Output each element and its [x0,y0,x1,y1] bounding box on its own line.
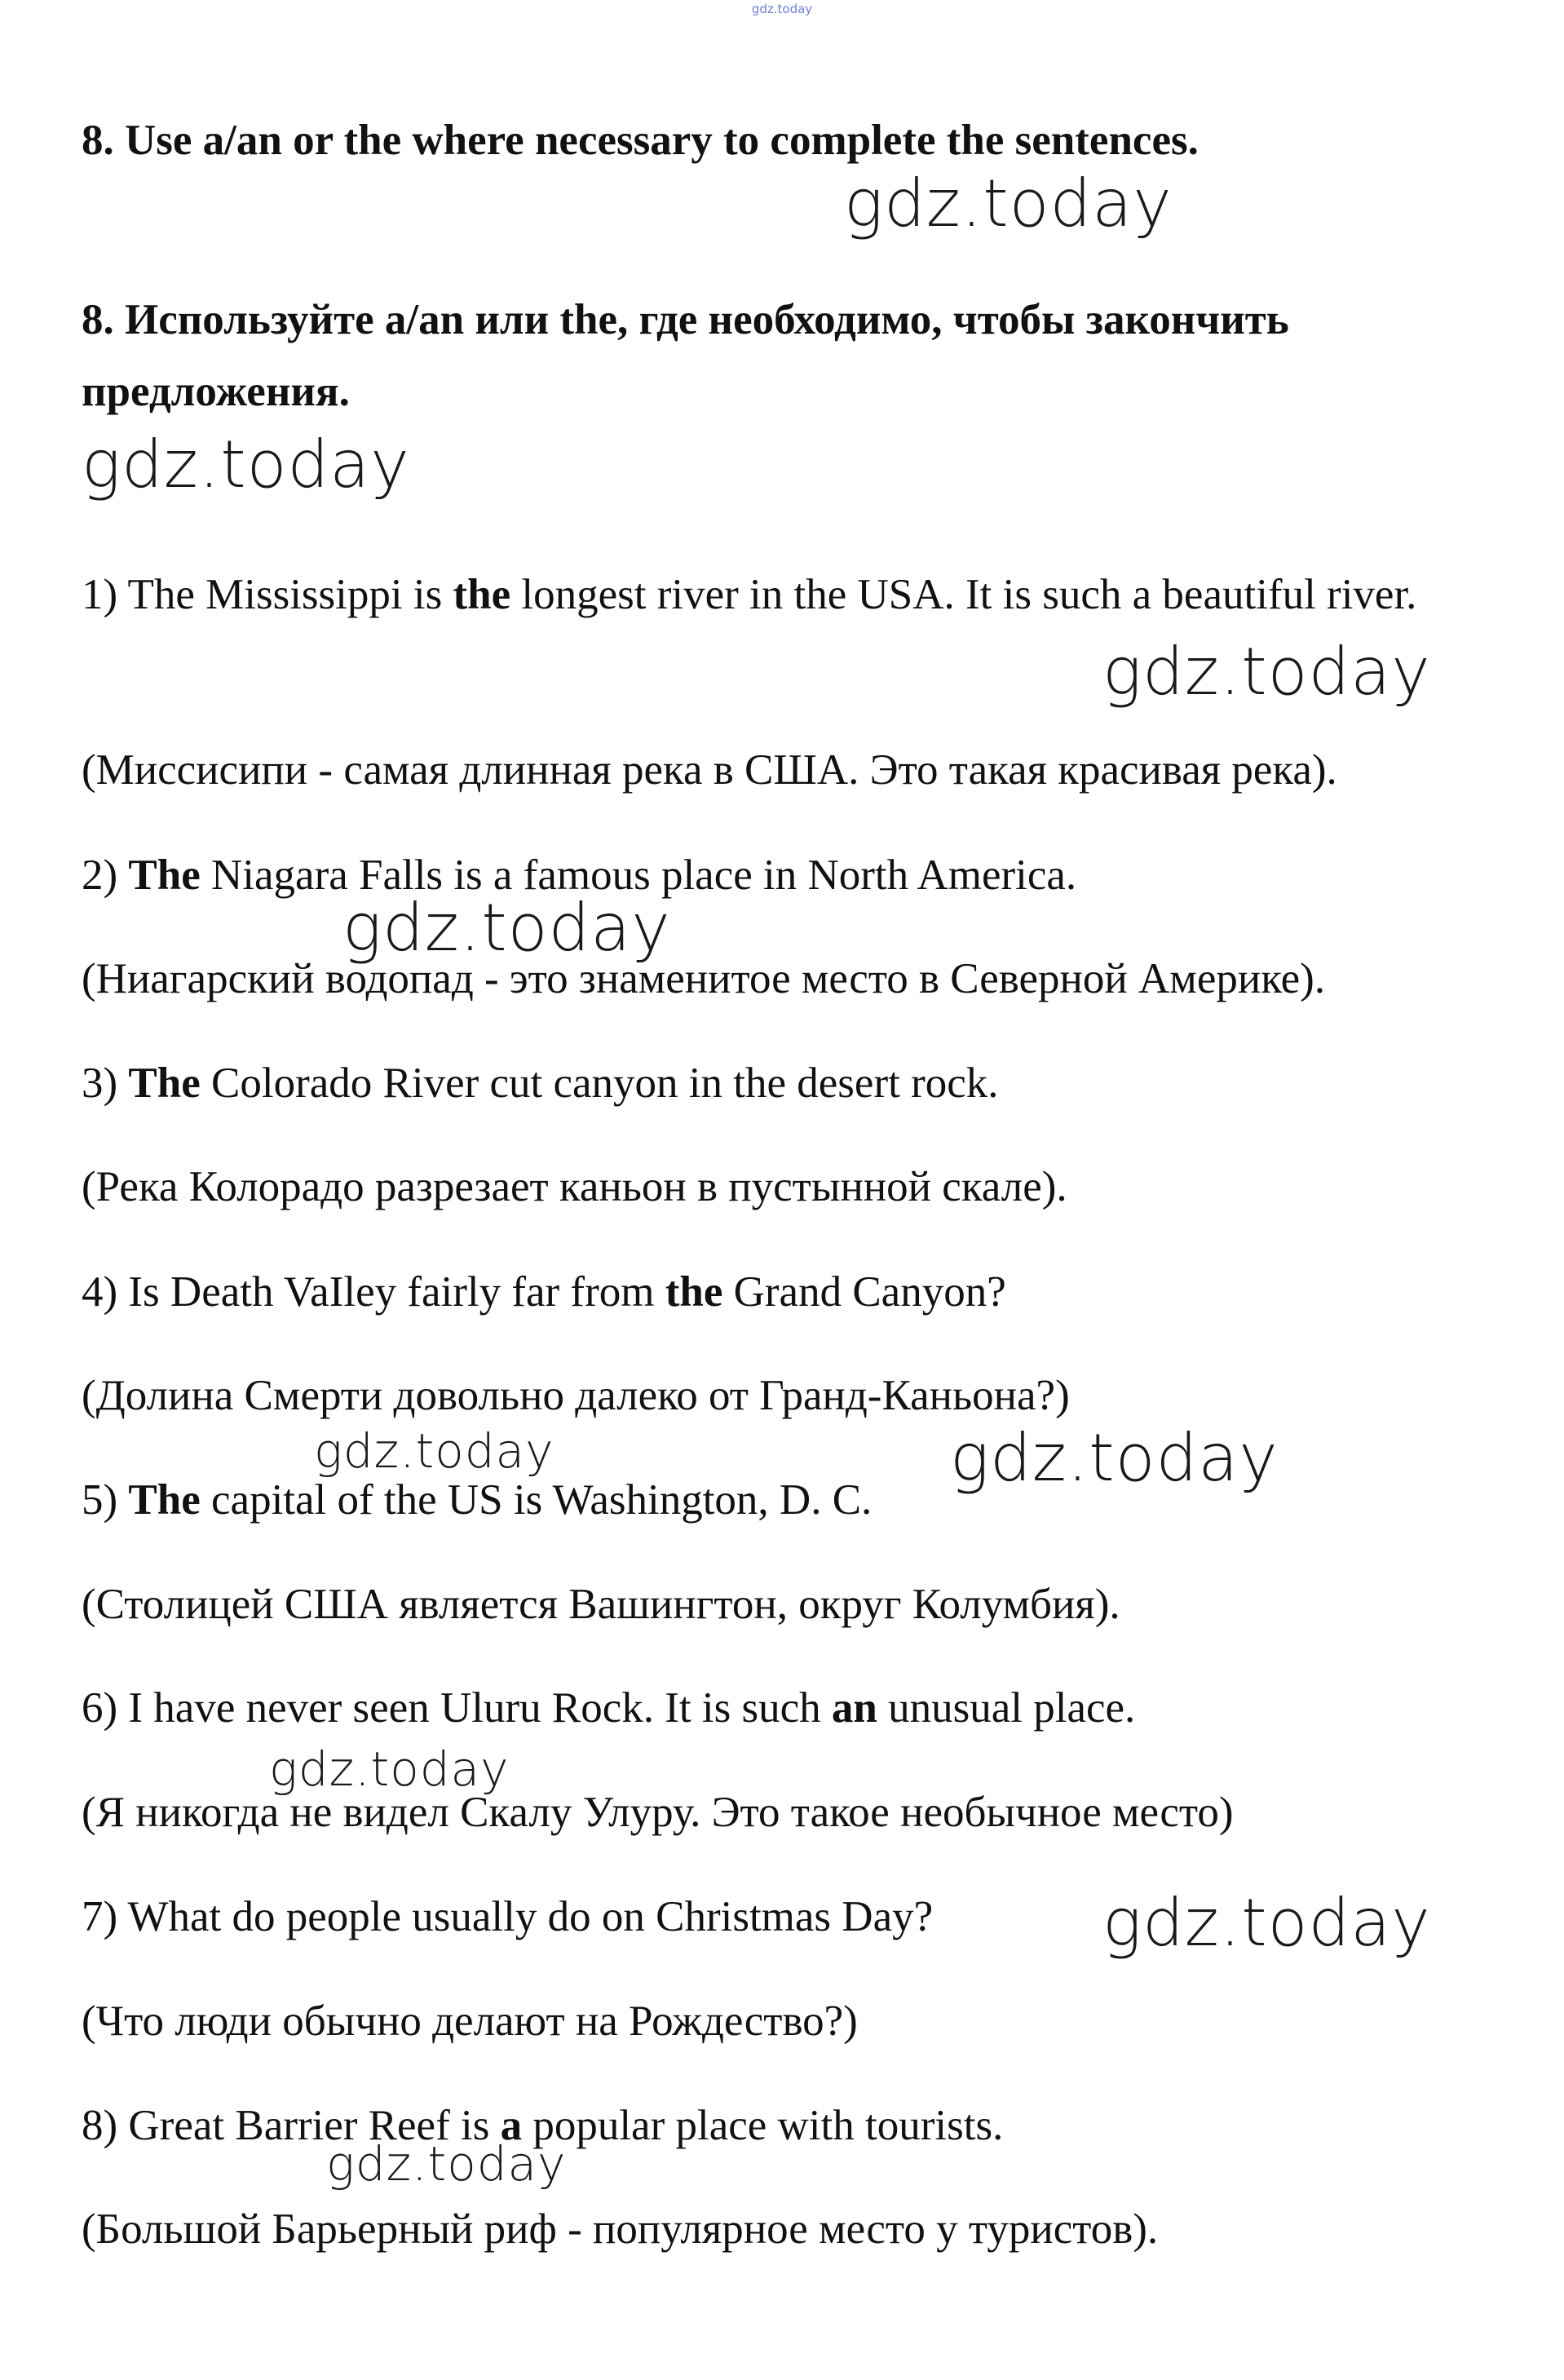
item-6-en [82,1672,1135,1744]
watermark: gdz.today [342,890,671,966]
watermark: gdz.today [950,1420,1279,1496]
item-4-answer: the [665,1268,723,1316]
item-1-answer: the [453,571,511,618]
item-5-ru: (Столицей США является Вашингтон, округ Колумбия). [82,1581,1120,1628]
item-6-en-pre: 6) I have never seen Uluru Rock. It is such [82,1684,832,1732]
item-5-en-post: capital of the US is Washington, D. C. [200,1476,873,1524]
item-2-answer: The [128,852,201,899]
item-1-en-pre: 1) The Mississippi is [82,571,453,618]
task-title-en: 8. Use a/an or the where necessary to complete the sentences. [82,117,1199,164]
item-3-en-pre: 3) [82,1059,129,1107]
item-3-en [82,1047,999,1119]
item-2-en-post: Niagara Falls is a famous place in North America. [200,852,1077,899]
item-7-en-pre: 7) What do people usually do on Christmas Day? [82,1893,934,1940]
item-1-ru: (Миссисипи - самая длинная река в США. Это такая красивая река). [82,746,1337,794]
watermark: gdz.today [844,166,1173,241]
item-1-en-post: longest river in the USA. It is such a beautiful river. [510,571,1417,618]
item-2-ru: (Ниагарский водопад - это знаменитое место в Северной Америке). [82,955,1326,1002]
item-6-en-post: unusual place. [877,1684,1136,1732]
item-4-en-post: Grand Canyon? [722,1268,1006,1316]
item-1-en [82,559,1484,630]
item-2-en-pre: 2) [82,852,129,899]
item-8-ru: (Большой Барьерный риф - популярное место у туристов). [82,2205,1159,2253]
item-8-en-pre: 8) Great Barrier Reef is [82,2102,501,2149]
item-7-en [82,1881,933,1953]
item-3-ru: (Река Колорадо разрезает каньон в пустынной скале). [82,1163,1067,1210]
watermark: gdz.today [326,2136,567,2192]
task-title-ru: 8. Используйте a/an или the, где необходимо, чтобы закончить предложения. [82,296,1289,415]
watermark: gdz.today [1102,634,1431,710]
item-5-en-pre: 5) [82,1476,129,1524]
watermark: gdz.today [314,1423,554,1479]
watermark: gdz.today [269,1741,510,1797]
item-6-ru: (Я никогда не видел Скалу Улуру. Это такое необычное место) [82,1789,1234,1836]
item-5-answer: The [128,1476,201,1524]
item-4-en-pre: 4) Is Death VaIley fairly far from [82,1268,665,1316]
item-4-ru: (Долина Смерти довольно далеко от Гранд-Каньона?) [82,1372,1070,1419]
watermark: gdz.today [82,427,410,502]
item-6-answer: an [831,1684,877,1732]
item-8-answer: a [500,2102,523,2149]
item-4-en [82,1256,1006,1328]
item-8-en-post: popular place with tourists. [522,2102,1004,2149]
watermark: gdz.today [1102,1885,1431,1961]
item-3-en-post: Colorado River cut canyon in the desert rock. [200,1059,999,1107]
item-3-answer: The [128,1059,201,1107]
item-7-ru: (Что люди обычно делают на Рождество?) [82,1997,858,2045]
site-mark: gdz.today [751,2,813,16]
